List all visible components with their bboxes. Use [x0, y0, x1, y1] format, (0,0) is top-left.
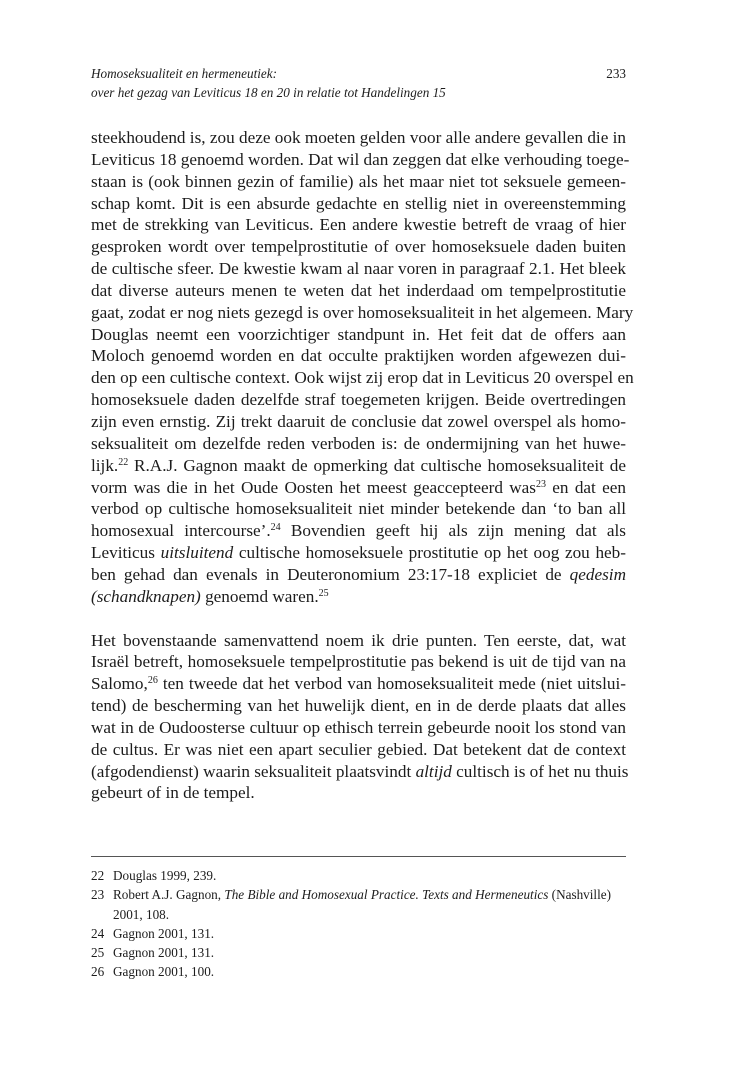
book-title: The Bible and Homosexual Practice. Texts and Hermeneutics — [224, 887, 549, 903]
text-line: dat diverse auteurs menen te weten dat het inderdaad om tempelprostitutie — [91, 280, 626, 300]
text-segment: (afgodendienst) waarin seksualiteit plaatsvindt — [91, 761, 416, 781]
text-segment: genoemd waren. — [200, 586, 319, 606]
footnote-ref-24[interactable]: 24 — [270, 522, 281, 534]
footnote-text: Gagnon 2001, 131. — [113, 945, 215, 961]
footnote-number: 23 — [91, 887, 105, 903]
footnote-ref-26[interactable]: 26 — [147, 675, 158, 687]
text-line: gebeurt of in de tempel. — [91, 783, 255, 803]
text-segment: cultisch is of het nu thuis — [451, 761, 629, 781]
footnote-text: Robert A.J. Gagnon, — [113, 887, 225, 903]
running-header — [91, 64, 626, 102]
header-title-line-1: Homoseksualiteit en hermeneutiek: — [91, 66, 278, 81]
text-segment: Leviticus — [91, 543, 161, 563]
text-segment: Salomo, — [91, 674, 148, 694]
paragraph-1 — [91, 127, 634, 608]
text-segment: R.A.J. Gagnon maakt de opmerking dat cultische homoseksualiteit de — [128, 455, 626, 475]
text-line — [91, 455, 626, 477]
text-segment: ten tweede dat het verbod van homoseksualiteit mede (niet uitslui- — [157, 674, 626, 694]
text-line: Douglas neemt een voorzichtiger standpunt in. Het feit dat de offers aan — [91, 324, 626, 344]
text-line: zijn even ernstig. Zij trekt daaruit de conclusie dat zowel overspel als homo- — [91, 411, 626, 431]
page-number: 233 — [606, 66, 626, 81]
italic-term: uitsluitend — [160, 543, 234, 563]
text-line: homoseksuele daden dezelfde straf toegemeten krijgen. Beide overtredingen — [91, 390, 626, 410]
text-line — [91, 477, 626, 499]
footnote-text: Douglas 1999, 239. — [113, 868, 217, 883]
italic-term: (schandknapen) — [91, 586, 201, 606]
header-title-line-2: over het gezag van Leviticus 18 en 20 in relatie tot Handelingen 15 — [91, 85, 446, 100]
italic-term: altijd — [415, 761, 452, 781]
footnote-26 — [91, 962, 626, 981]
text-segment: homosexual intercourse’. — [91, 521, 271, 541]
footnote-22 — [91, 866, 626, 885]
footnotes — [91, 866, 626, 982]
paragraph-2 — [91, 630, 629, 805]
footnote-text: Gagnon 2001, 131. — [113, 925, 215, 941]
body-text — [91, 127, 634, 804]
text-line: Het bovenstaande samenvattend noem ik drie punten. Ten eerste, dat, wat — [91, 630, 626, 650]
footnote-ref-23[interactable]: 23 — [535, 478, 546, 490]
footnote-23 — [91, 885, 626, 924]
footnote-ref-22[interactable]: 22 — [118, 456, 129, 468]
text-segment: lijk. — [91, 455, 119, 475]
text-line: de cultus. Er was niet een apart seculier gebied. Dat betekent dat de context — [91, 739, 626, 759]
text-line: de cultische sfeer. De kwestie kwam al naar voren in paragraaf 2.1. Het bleek — [91, 259, 626, 279]
footnote-number: 25 — [91, 945, 105, 961]
text-line: gaat, zodat er nog niets gezegd is over homoseksualiteit in het algemeen. Mary — [91, 302, 634, 322]
text-segment: vorm was die in het Oude Oosten het meest geaccepteerd was — [91, 477, 536, 497]
text-line — [91, 586, 626, 608]
text-line: wat in de Oudoosterse cultuur op ethisch terrein gebeurde nooit los stond van — [91, 717, 626, 737]
text-line: Leviticus 18 genoemd worden. Dat wil dan zeggen dat elke verhouding toege- — [91, 149, 630, 169]
text-line — [91, 520, 626, 542]
text-line: den op een cultische context. Ook wijst zij erop dat in Leviticus 20 overspel en — [91, 368, 634, 388]
text-line: tend) de bescherming van het huwelijk dient, en in de derde plaats dat alles — [91, 696, 626, 716]
text-line: steekhoudend is, zou deze ook moeten gelden voor alle andere gevallen die in — [91, 128, 627, 147]
page — [91, 0, 634, 1068]
text-line — [91, 542, 626, 564]
footnote-number: 22 — [91, 868, 105, 883]
text-line: Moloch genoemd worden en dat occulte praktijken worden afgewezen dui- — [91, 346, 626, 366]
text-line — [91, 761, 629, 783]
text-line: seksualiteit om dezelfde reden verboden is: de ondermijning van het huwe- — [91, 433, 626, 453]
text-segment: en dat een — [545, 477, 626, 497]
text-line: met de strekking van Leviticus. Een andere kwestie betreft de vraag of hier — [91, 215, 626, 235]
footnote-text: 2001, 108. — [113, 906, 170, 922]
text-line: staan is (ook binnen gezin of familie) als het maar niet tot seksuele gemeen- — [91, 171, 626, 191]
text-line: gesproken wordt over tempelprostitutie of over homoseksuele daden buiten — [91, 237, 626, 257]
footnote-25 — [91, 943, 626, 962]
text-segment: Bovendien geeft hij als zijn mening dat als — [280, 521, 626, 541]
footnote-number: 26 — [91, 964, 105, 980]
footnote-24 — [91, 924, 626, 943]
footnote-ref-25[interactable]: 25 — [318, 587, 329, 599]
text-line — [91, 673, 626, 695]
text-segment: ben gehad dan evenals in Deuteronomium 23:17-18 expliciet de — [91, 564, 570, 584]
text-line: Israël betreft, homoseksuele tempelprostitutie pas bekend is uit de tijd van na — [91, 652, 626, 672]
footnote-divider — [91, 856, 626, 857]
text-line: schap komt. Dit is een absurde gedachte en stellig niet in overeenstemming — [91, 193, 626, 213]
text-line — [91, 564, 626, 586]
italic-term: qedesim — [569, 564, 626, 584]
footnote-number: 24 — [91, 925, 105, 941]
text-line: verbod op cultische homoseksualiteit niet minder betekende dan ‘to ban all — [91, 499, 626, 519]
text-segment: cultische homoseksuele prostitutie op het oog zou heb- — [233, 543, 626, 563]
footnote-text: (Nashville) — [548, 887, 611, 903]
footnote-text: Gagnon 2001, 100. — [113, 964, 215, 980]
